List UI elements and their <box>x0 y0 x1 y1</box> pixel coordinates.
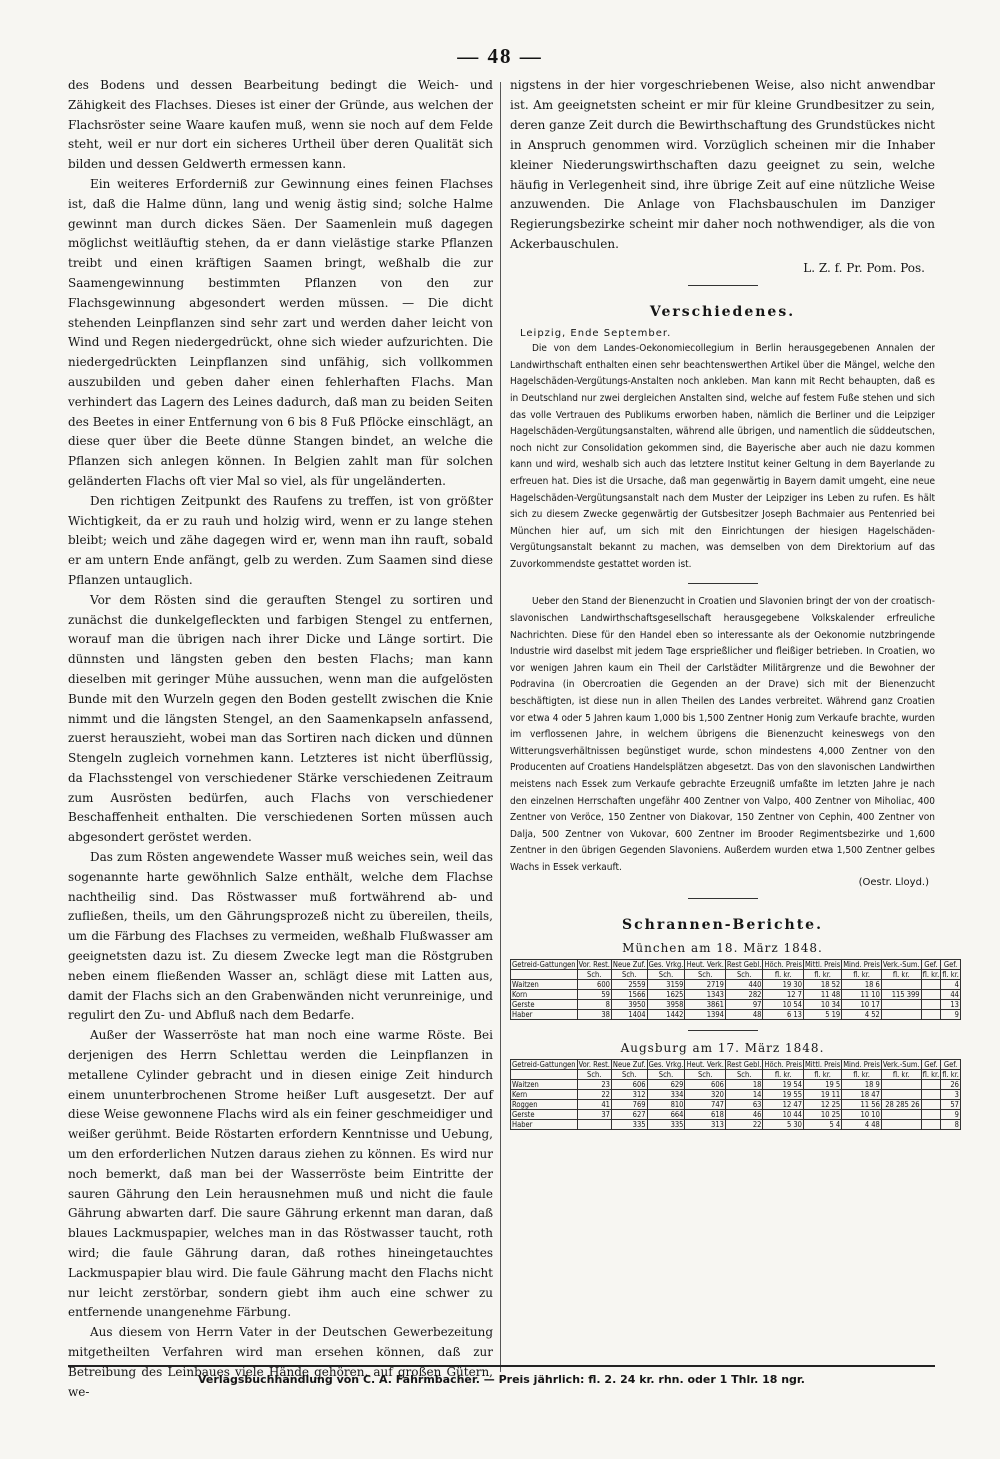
header-cell: Gef. <box>921 959 941 969</box>
table-cell: 10 25 <box>803 1109 841 1119</box>
table-cell <box>921 1009 941 1019</box>
table-cell: 19 5 <box>803 1079 841 1089</box>
grain-name: Gerste <box>511 999 578 1009</box>
table-cell <box>921 1109 941 1119</box>
header-cell: Gef. <box>941 1059 961 1069</box>
grain-name: Waitzen <box>511 1079 578 1089</box>
header-cell: Vor. Rest. <box>578 1059 610 1069</box>
unit-cell <box>511 1069 578 1079</box>
table-cell: 11 56 <box>842 1099 882 1109</box>
table-cell: 3958 <box>647 999 685 1009</box>
table-cell: 10 34 <box>803 999 841 1009</box>
unit-cell: Sch. <box>577 1069 611 1079</box>
right-column <box>510 76 959 1381</box>
unit-cell: Sch. <box>577 969 611 979</box>
unit-cell: Sch. <box>611 969 647 979</box>
table-units-row <box>511 1069 961 1079</box>
table-cell: 11 48 <box>803 989 841 999</box>
table-cell: 5 19 <box>803 1009 841 1019</box>
table-cell <box>881 1119 921 1129</box>
column-divider <box>500 82 501 1372</box>
munich-caption: München am 18. März 1848. <box>622 940 823 955</box>
table-cell: 627 <box>611 1109 647 1119</box>
unit-cell: fl. kr. <box>942 1069 959 1079</box>
table-cell: 13 <box>941 999 961 1009</box>
table-cell: 63 <box>725 1099 763 1109</box>
header-cell: Vor. Rest. <box>578 959 610 969</box>
table-cell: 606 <box>685 1079 725 1089</box>
table-cell: 335 <box>611 1119 647 1129</box>
table-cell: 57 <box>941 1099 961 1109</box>
unit-cell: Sch. <box>647 1069 685 1079</box>
table-cell <box>921 1099 941 1109</box>
table-cell: 4 52 <box>842 1009 882 1019</box>
unit-cell: fl. kr. <box>803 969 841 979</box>
section-rule <box>688 898 758 899</box>
table-cell: 22 <box>725 1119 763 1129</box>
news-item: Die von dem Landes-Oekonomiecollegium in Berlin herausgegebenen Annalen der Landwirthschaft enthalten einen sehr beachtenswerthen Artikel über die Mängel, welche den Hagelschäden-Vergütungs-Anstalten noch ankleben. Man kann mit Recht behaupten, daß es in Deutschland nur zwei dergleichen Anstalten sind, welche auf festem Fuße stehen und sich das volle Vertrauen des Publikums erworben haben, nämlich die Berliner und die Leipziger Hagelschäden-Vergütungsanstalten, während alle übrigen, und namentlich die süddeutschen, noch nicht zur Consolidation gekommen sind, die Bayerische aber auch nie dazu kommen kann und wird, weshalb sich auch das letztere Institut keiner Geltung in dem Bayerlande zu erfreuen hat. Dies ist die Ursache, daß man gegenwärtig in Bayern damit umgeht, eine neue Hagelschäden-Vergütungsanstalt nach dem Muster der Leipziger ins Leben zu rufen. Es hält sich zu diesem Zwecke gegenwärtig der Gutsbesitzer Joseph Bachmaier aus Pentenried bei München hier auf, um sich mit den Einrichtungen der hiesigen Hagelschäden-Vergütungsanstalt bekannt zu machen, was demselben von dem Direktorium auf das Zuvorkommendste gestattet worden ist. <box>510 343 935 570</box>
table-cell: 440 <box>725 979 763 989</box>
table-cell: 14 <box>725 1089 763 1099</box>
table-cell: 26 <box>941 1079 961 1089</box>
table-cell: 59 <box>577 989 611 999</box>
header-cell: Neue Zuf. <box>612 959 646 969</box>
table-cell: 320 <box>685 1089 725 1099</box>
table-cell: 1442 <box>647 1009 685 1019</box>
schrannen-heading: Schrannen-Berichte. <box>622 916 823 933</box>
table-cell: 282 <box>725 989 763 999</box>
table-cell <box>921 1079 941 1089</box>
table-cell: 6 13 <box>763 1009 804 1019</box>
table-cell: 18 47 <box>842 1089 882 1099</box>
left-paragraph: Aus diesem von Herrn Vater in der Deutschen Gewerbezeitung mitgetheilten Verfahren wird man ersehen können, daß zur Betreibung des Leinbaues viele Hände gehören, auf großen Gütern, we- <box>68 1325 493 1399</box>
table-cell: 10 54 <box>763 999 804 1009</box>
header-cell: Getreid-Gattungen <box>512 959 576 969</box>
unit-cell: Sch. <box>647 969 685 979</box>
table-cell: 41 <box>577 1099 611 1109</box>
table-cell: 1404 <box>611 1009 647 1019</box>
left-paragraph: Außer der Wasserröste hat man noch eine warme Röste. Bei derjenigen des Herrn Schlettau werden die Leinpflanzen in metallene Cylinder gebracht und in diesen einige Zeit hindurch einem ununterbrochenen Strome heißer Luft ausgesetzt. Der auf diese Weise gewonnene Flachs wird als ein feiner geschmeidiger und weißer gerühmt. Beide Röstarten erfordern Kenntnisse und Uebung, um den erforderlichen Nutzen daraus ziehen zu können. Es wird nur noch bemerkt, daß man bei der Wasserröste beim Eintritte der sauren Gährung den Lein herausnehmen muß und nicht die faule Gährung abwarten darf. Die saure Gährung erkennt man daran, daß blaues Lackmuspapier, welches man in das Röstwasser taucht, roth wird; die faule Gährung daran, daß rothes hineingetauchtes Lackmuspapier blau wird. Die faule Gährung macht den Flachs nicht nur leicht zerstörbar, sondern giebt ihm auch eine schwer zu entfernende unangenehme Färbung. <box>68 1028 493 1320</box>
header-cell: Neue Zuf. <box>612 1059 646 1069</box>
table-units-row <box>511 969 961 979</box>
table-cell: 5 30 <box>763 1119 804 1129</box>
table-cell: 19 30 <box>763 979 804 989</box>
news-item: Ueber den Stand der Bienenzucht in Croatien und Slavonien bringt der von der croatisch-slavonischen Landwirthschaftsgesellschaft herausgegebene Volkskalender erfreuliche Nachrichten. Diese für den Handel eben so interessante als der Oekonomie nutzbringende Industrie wird daselbst mit jedem Tage ersprießlicher und fleißiger betrieben. In Croatien, wo vor wenigen Jahren kaum ein Theil der Carlstädter Militärgrenze und die Bewohner der Podravina (in Obercroatien die Gegenden an der Drave) sich mit der Bienenzucht beschäftigten, ist diese nun in allen Theilen des Landes verbreitet. Während ganz Croatien vor etwa 4 oder 5 Jahren kaum 1,000 bis 1,500 Zentner Honig zum Verkaufe brachte, wurden im verflossenen Jahre, in welchem übrigens die Bienenzucht keineswegs von den Witterungsverhältnissen begünstiget wurde, schon mindestens 4,000 Zentner von den Producenten auf Croatiens Handelsplätzen abgesetzt. Das von den slavonischen Landwirthen meistens nach Essek zum Verkaufe gebrachte Erzeugniß umfaßte im letzten Jahre je nach den einzelnen Herrschaften ungefähr 400 Zentner von Valpo, 400 Zentner von Miholiac, 400 Zentner von Veröce, 150 Zentner von Diakovar, 150 Zentner von Cephin, 400 Zentner von Dalja, 500 Zentner von Vukovar, 600 Zentner im Brooder Regimentsbezirke und 1,600 Zentner in den übrigen Gegenden Slavoniens. Außerdem wurden etwa 1,500 Zentner gelbes Wachs in Essek verkauft. <box>510 596 935 873</box>
table-cell: 18 <box>725 1079 763 1089</box>
munich-market-table <box>510 959 961 1020</box>
table-cell: 629 <box>647 1079 685 1089</box>
header-cell: Verk.-Sum. <box>882 1059 920 1069</box>
header-cell: Getreid-Gattungen <box>512 1059 576 1069</box>
table-cell: 97 <box>725 999 763 1009</box>
table-cell: 19 55 <box>763 1089 804 1099</box>
header-cell: Heut. Verk. <box>686 959 724 969</box>
table-row <box>511 979 961 989</box>
table-cell: 8 <box>577 999 611 1009</box>
unit-cell: fl. kr. <box>922 1069 940 1079</box>
left-paragraph: Vor dem Rösten sind die gerauften Stengel zu sortiren und zunächst die dunkelgefleckten und farbigen Stengel zu entfernen, worauf man die übrigen nach ihrer Dicke und Länge sortirt. Die dünnsten und längsten geben den besten Flachs; man kann dieselben mit geringer Mühe aussuchen, wenn man die aufgelösten Bunde mit den Wurzeln gegen den Boden gestellt zwischen die Knie nimmt und die längsten Stengel, an den Saamenkapseln anfassend, zuerst herauszieht, wobei man das Sortiren nach dicken und dünnen Stengeln zugleich vornehmen kann. Letzteres ist nicht überflüssig, da Flachsstengel von verschiedener Stärke verschiedenen Zeitraum zum Ausrösten bedürfen, auch Flachs von verschiedener Beschaffenheit enthalten. Die verschiedenen Sorten müssen auch abgesondert geröstet werden. <box>68 592 493 845</box>
left-paragraph: Ein weiteres Erforderniß zur Gewinnung eines feinen Flachses ist, daß die Halme dünn, lang und wenig ästig sind; solche Halme gewinnt man durch dickes Säen. Der Saamenlein muß dagegen möglichst weitläuftig stehen, da er dann vielästige starke Pflanzen treibt und einen kräftigen Saamen bringt, weßhalb die zur Saamengewinnung bestimmten Pflanzen von den zur Flachsgewinnung abgesondert werden müssen. — Die dicht stehenden Leinpflanzen sind sehr zart und werden daher leicht von Wind und Regen niedergedrückt, ohne sich wieder aufzurichten. Die niedergedrückten Leinpflanzen sind unfähig, sich vollkommen auszubilden und geben daher einen fehlerhaften Flachs. Man verhindert das Lagern des Leines dadurch, daß man zu beiden Seiten des Beetes in einer Entfernung von 6 bis 8 Fuß Pflöcke einschlägt, an diese quer über die Beete dünne Stangen bindet, an welche die Pflanzen sich anlegen können. In Belgien zahlt man für solchen geländerten Flachs oft vier Mal so viel, als für ungeländerten. <box>68 176 493 488</box>
grain-name: Gerste <box>511 1109 578 1119</box>
table-cell: 334 <box>647 1089 685 1099</box>
unit-cell: fl. kr. <box>803 1069 841 1079</box>
grain-name: Roggen <box>511 1099 578 1109</box>
table-cell <box>921 979 941 989</box>
unit-cell <box>511 969 578 979</box>
left-paragraph: Den richtigen Zeitpunkt des Raufens zu treffen, ist von größter Wichtigkeit, da er zu rauh und holzig wird, wenn er zu lange stehen bleibt; weich und zähe dagegen wird er, wenn man ihn rauft, sobald er am untern Ende anfängt, gelb zu werden. Zum Saamen sind diese Pflanzen untauglich. <box>68 493 493 587</box>
unit-cell: Sch. <box>611 1069 647 1079</box>
table-cell: 48 <box>725 1009 763 1019</box>
table-cell: 10 44 <box>763 1109 804 1119</box>
table-cell: 810 <box>647 1099 685 1109</box>
table-cell: 313 <box>685 1119 725 1129</box>
unit-cell: fl. kr. <box>842 1069 882 1079</box>
publisher-footer: Verlagsbuchhandlung von C. A. Fahrmbacher. — Preis jährlich: fl. 2. 24 kr. rhn. oder 1 Thlr. 18 ngr. <box>68 1365 935 1386</box>
table-cell: 44 <box>941 989 961 999</box>
table-row <box>511 1009 961 1019</box>
header-cell: Ges. Vrkg. <box>648 1059 684 1069</box>
article-continuation: nigstens in der hier vorgeschriebenen Weise, also nicht anwendbar ist. Am geeignetsten scheint er mir für kleine Grundbesitzer zu sein, deren ganze Zeit durch die Bewirthschaftung des Grundstückes nicht in Anspruch genommen wird. Vorzüglich scheinen mir die Inhaber kleiner Niederungswirthschaften dazu geeignet zu sein, welche häufig in Verlegenheit sind, ihre übrige Zeit auf eine nützliche Weise anzuwenden. Die Anlage von Flachsbauschulen im Danziger Regierungsbezirke scheint mir daher noch nothwendiger, als die von Ackerbauschulen. <box>510 78 935 252</box>
table-cell: 769 <box>611 1099 647 1109</box>
table-row <box>511 1089 961 1099</box>
table-cell <box>921 989 941 999</box>
header-cell: Gef. <box>921 1059 941 1069</box>
article-signature: L. Z. f. Pr. Pom. Pos. <box>803 261 925 276</box>
table-cell: 3861 <box>685 999 725 1009</box>
table-cell: 12 25 <box>803 1099 841 1109</box>
table-row <box>511 989 961 999</box>
table-header-row <box>511 1059 961 1069</box>
table-cell <box>881 1079 921 1089</box>
unit-cell: Sch. <box>725 1069 763 1079</box>
section-heading: Verschiedenes. <box>649 304 796 321</box>
table-cell: 19 54 <box>763 1079 804 1089</box>
table-cell <box>881 979 921 989</box>
header-cell: Verk.-Sum. <box>882 959 920 969</box>
unit-cell: fl. kr. <box>763 969 804 979</box>
table-cell: 12 47 <box>763 1099 804 1109</box>
header-cell: Mind. Preis <box>843 1059 880 1069</box>
table-row <box>511 1099 961 1109</box>
header-cell: Rest Gebl. <box>726 959 762 969</box>
left-column <box>68 76 493 1399</box>
header-cell: Mittl. Preis <box>804 959 841 969</box>
unit-cell: fl. kr. <box>942 969 959 979</box>
table-cell: 1394 <box>685 1009 725 1019</box>
grain-name: Haber <box>511 1009 578 1019</box>
header-cell: Ges. Vrkg. <box>648 959 684 969</box>
table-cell: 18 6 <box>842 979 882 989</box>
page-number: — 48 — <box>457 44 543 68</box>
table-cell: 37 <box>577 1109 611 1119</box>
item-rule <box>688 583 758 584</box>
table-cell: 312 <box>611 1089 647 1099</box>
grain-name: Haber <box>511 1119 578 1129</box>
table-cell <box>881 1089 921 1099</box>
table-cell: 4 48 <box>842 1119 882 1129</box>
table-cell: 1566 <box>611 989 647 999</box>
header-cell: Rest Gebl. <box>726 1059 762 1069</box>
unit-cell: Sch. <box>725 969 763 979</box>
table-header-row <box>511 959 961 969</box>
news-source: (Oestr. Lloyd.) <box>858 876 929 888</box>
left-paragraph: des Bodens und dessen Bearbeitung bedingt die Weich- und Zähigkeit des Flachses. Dieses ist einer der Gründe, aus welchen der Flachsröster seine Waare kaufen muß, wenn sie noch auf dem Felde steht, weil er nur dort ein sicheres Urtheil über deren Qualität sich bilden und dessen Geldwerth ermessen kann. <box>68 78 493 172</box>
table-cell: 600 <box>577 979 611 989</box>
table-cell: 19 11 <box>803 1089 841 1099</box>
header-cell: Heut. Verk. <box>686 1059 724 1069</box>
table-cell: 3 <box>941 1089 961 1099</box>
table-cell: 28 285 26 <box>881 1099 921 1109</box>
table-cell: 606 <box>611 1079 647 1089</box>
table-cell: 5 4 <box>803 1119 841 1129</box>
table-cell: 2719 <box>685 979 725 989</box>
augsburg-market-table <box>510 1059 961 1130</box>
unit-cell: fl. kr. <box>842 969 882 979</box>
header-cell: Höch. Preis <box>764 959 802 969</box>
table-cell: 2559 <box>611 979 647 989</box>
table-cell: 3159 <box>647 979 685 989</box>
table-cell <box>921 999 941 1009</box>
table-cell: 11 10 <box>842 989 882 999</box>
table-row <box>511 1109 961 1119</box>
table-cell: 9 <box>941 1109 961 1119</box>
table-cell <box>921 1089 941 1099</box>
unit-cell: fl. kr. <box>922 969 940 979</box>
unit-cell: fl. kr. <box>763 1069 804 1079</box>
table-row <box>511 1079 961 1089</box>
table-cell: 4 <box>941 979 961 989</box>
table-cell: 664 <box>647 1109 685 1119</box>
table-cell: 12 7 <box>763 989 804 999</box>
grain-name: Korn <box>511 989 578 999</box>
unit-cell: Sch. <box>685 1069 725 1079</box>
table-cell: 115 399 <box>881 989 921 999</box>
table-row <box>511 999 961 1009</box>
table-cell: 747 <box>685 1099 725 1109</box>
table-cell <box>921 1119 941 1129</box>
table-cell: 335 <box>647 1119 685 1129</box>
left-paragraph: Das zum Rösten angewendete Wasser muß weiches sein, weil das sogenannte harte gewöhnlich Salze enthält, welche dem Flachse nachtheilig sind. Das Röstwasser muß fortwährend ab- und zufließen, theils, um den Gährungsprozeß nicht zu übereilen, theils, um die Färbung des Flachses zu vermeiden, weßhalb Flußwasser am geeignetsten dazu ist. Zu diesem Zwecke legt man die Röstgruben neben einem fließenden Wasser an, schlägt diese mit Latten aus, damit der Flachs sich an den Grabenwänden nicht verunreinige, und regulirt den Zu- und Abfluß nach dem Bedarfe. <box>68 850 493 1023</box>
header-cell: Höch. Preis <box>764 1059 802 1069</box>
augsburg-caption: Augsburg am 17. März 1848. <box>620 1040 825 1055</box>
header-cell: Mind. Preis <box>843 959 880 969</box>
table-cell: 10 10 <box>842 1109 882 1119</box>
unit-cell: fl. kr. <box>881 1069 921 1079</box>
table-cell: 38 <box>577 1009 611 1019</box>
table-cell <box>881 1009 921 1019</box>
table-cell <box>577 1119 611 1129</box>
table-cell: 9 <box>941 1009 961 1019</box>
table-cell: 18 52 <box>803 979 841 989</box>
table-cell <box>881 1109 921 1119</box>
grain-name: Waitzen <box>511 979 578 989</box>
unit-cell: Sch. <box>685 969 725 979</box>
table-cell: 22 <box>577 1089 611 1099</box>
table-row <box>511 1119 961 1129</box>
table-cell: 18 9 <box>842 1079 882 1089</box>
table-rule <box>688 1030 758 1031</box>
table-cell: 46 <box>725 1109 763 1119</box>
table-cell: 10 17 <box>842 999 882 1009</box>
table-cell: 1343 <box>685 989 725 999</box>
grain-name: Kern <box>511 1089 578 1099</box>
table-cell: 3950 <box>611 999 647 1009</box>
table-cell: 618 <box>685 1109 725 1119</box>
table-cell <box>881 999 921 1009</box>
table-cell: 23 <box>577 1079 611 1089</box>
table-cell: 1625 <box>647 989 685 999</box>
dateline: Leipzig, Ende September. <box>520 328 672 340</box>
section-rule <box>688 285 758 286</box>
header-cell: Mittl. Preis <box>804 1059 841 1069</box>
table-cell: 8 <box>941 1119 961 1129</box>
unit-cell: fl. kr. <box>881 969 921 979</box>
header-cell: Gef. <box>941 959 961 969</box>
